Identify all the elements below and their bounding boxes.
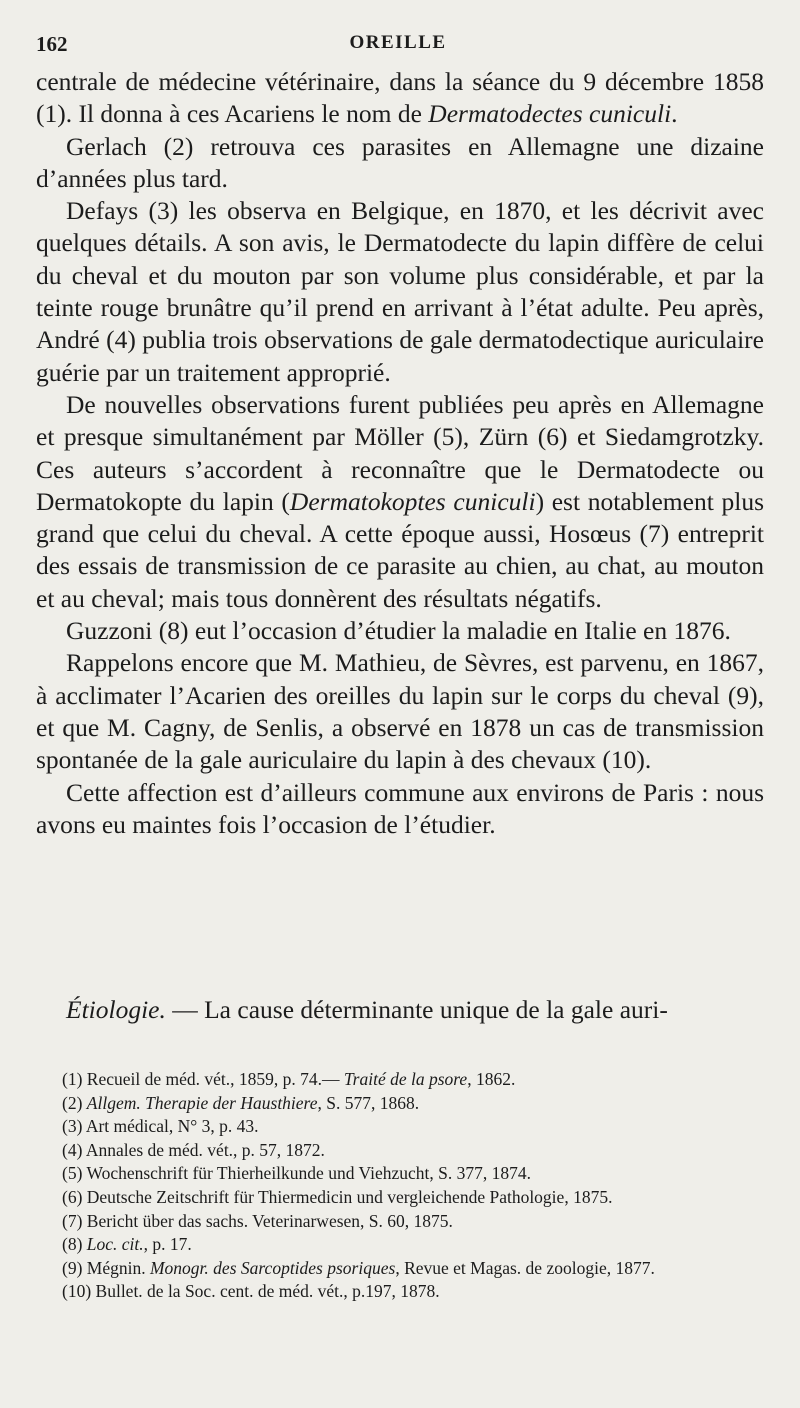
page-header — [36, 32, 760, 58]
footnote — [36, 1233, 764, 1257]
footnote — [36, 1092, 764, 1116]
text-run: Cette affection est d’ailleurs commune aux environs de Paris : nous avons eu maintes fois l’occasion de l’étudier. — [36, 777, 764, 839]
paragraph — [36, 131, 764, 196]
text-run: (2) — [62, 1092, 87, 1113]
footnote — [36, 1115, 764, 1139]
italic-text: Dermatokoptes cuniculi — [289, 486, 536, 516]
text-run: , Revue et Magas. de zoologie, 1877. — [395, 1257, 655, 1278]
text-run: (8) — [62, 1234, 87, 1255]
text-run: . — [671, 99, 678, 129]
italic-text: Monogr. des Sarcoptides psoriques — [149, 1257, 396, 1278]
section-heading: Étiologie. — [66, 995, 166, 1024]
page-number: 162 — [36, 32, 68, 56]
etiology-text: — La cause déterminante unique de la gale auri- — [165, 995, 668, 1024]
italic-text: Loc. cit. — [86, 1234, 144, 1255]
footnote — [36, 1210, 764, 1234]
footnote — [36, 1280, 764, 1304]
text-run: (9) Mégnin. — [62, 1257, 150, 1278]
text-run: , p. 17. — [143, 1234, 192, 1255]
text-run: , 1862. — [467, 1069, 516, 1089]
text-run: (4) Annales de méd. vét., p. 57, 1872. — [62, 1139, 325, 1160]
text-run: De nouvelles observations furent publiées peu après en Allemagne et presque simultanément par Möller (5), Zürn (6) et Siedamgrotzky. Ces auteurs s’accordent à reconnaître que le Dermatodecte ou Dermatokopte du lapin ( — [36, 389, 764, 516]
text-run: (7) Bericht über das sachs. Veterinarwesen, S. 60, 1875. — [62, 1210, 453, 1231]
paragraph — [36, 195, 764, 389]
text-run: (1) Recueil de méd. vét., 1859, p. 74.— — [62, 1069, 344, 1089]
text-run: centrale de médecine vétérinaire, dans la séance du 9 décembre 1858 (1). Il donna à ces Acariens le nom de — [36, 67, 764, 129]
footnote — [36, 1068, 764, 1092]
footnote — [36, 1162, 764, 1186]
paragraph — [36, 615, 764, 647]
italic-text: Allgem. Therapie der Hausthiere — [86, 1092, 318, 1113]
paragraph — [36, 777, 764, 842]
running-title: OREILLE — [349, 32, 447, 53]
footnote — [36, 1186, 764, 1210]
etiology-paragraph — [36, 994, 764, 1026]
paragraph — [36, 66, 764, 131]
footnote — [36, 1139, 764, 1163]
text-run: Defays (3) les observa en Belgique, en 1870, et les décrivit avec quelques détails. A son avis, le Dermatodecte du lapin diffère de celui du cheval et du mouton par son volume plus considérable, et par la teinte rouge brunâtre qu’il prend en arrivant à l’état adulte. Peu après, André (4) publia trois observations de gale dermatodectique auriculaire guérie par un traitement approprié. — [36, 196, 764, 387]
text-run: Guzzoni (8) eut l’occasion d’étudier la maladie en Italie en 1876. — [66, 616, 731, 646]
text-run: Rappelons encore que M. Mathieu, de Sèvres, est parvenu, en 1867, à acclimater l’Acarien des oreilles du lapin sur le corps du cheval (9), et que M. Cagny, de Senlis, a observé en 1878 un cas de transmission spontanée de la gale auriculaire du lapin à des chevaux (10). — [36, 648, 764, 775]
footnotes — [36, 1068, 764, 1304]
text-run: Gerlach (2) retrouva ces parasites en Allemagne une dizaine d’années plus tard. — [36, 131, 764, 193]
paragraph — [36, 389, 764, 615]
text-run: (10) Bullet. de la Soc. cent. de méd. vét., p.197, 1878. — [62, 1281, 440, 1302]
text-run: (3) Art médical, N° 3, p. 43. — [62, 1116, 259, 1137]
text-run: (6) Deutsche Zeitschrift für Thiermedicin und vergleichende Pathologie, 1875. — [62, 1186, 613, 1207]
paragraph — [36, 647, 764, 776]
italic-text: Traité de la psore — [343, 1069, 468, 1089]
body-text — [36, 66, 764, 841]
text-run: (5) Wochenschrift für Thierheilkunde und Viehzucht, S. 377, 1874. — [62, 1163, 531, 1184]
text-run: ) est notablement plus grand que celui du cheval. A cette époque aussi, Hosœus (7) entreprit des essais de transmission de ce parasite au chien, au chat, au mouton et au cheval; mais tous donnèrent des résultats négatifs. — [36, 486, 764, 613]
italic-text: Dermatodectes cuniculi — [428, 99, 672, 129]
footnote — [36, 1257, 764, 1281]
text-run: , S. 577, 1868. — [317, 1092, 420, 1113]
